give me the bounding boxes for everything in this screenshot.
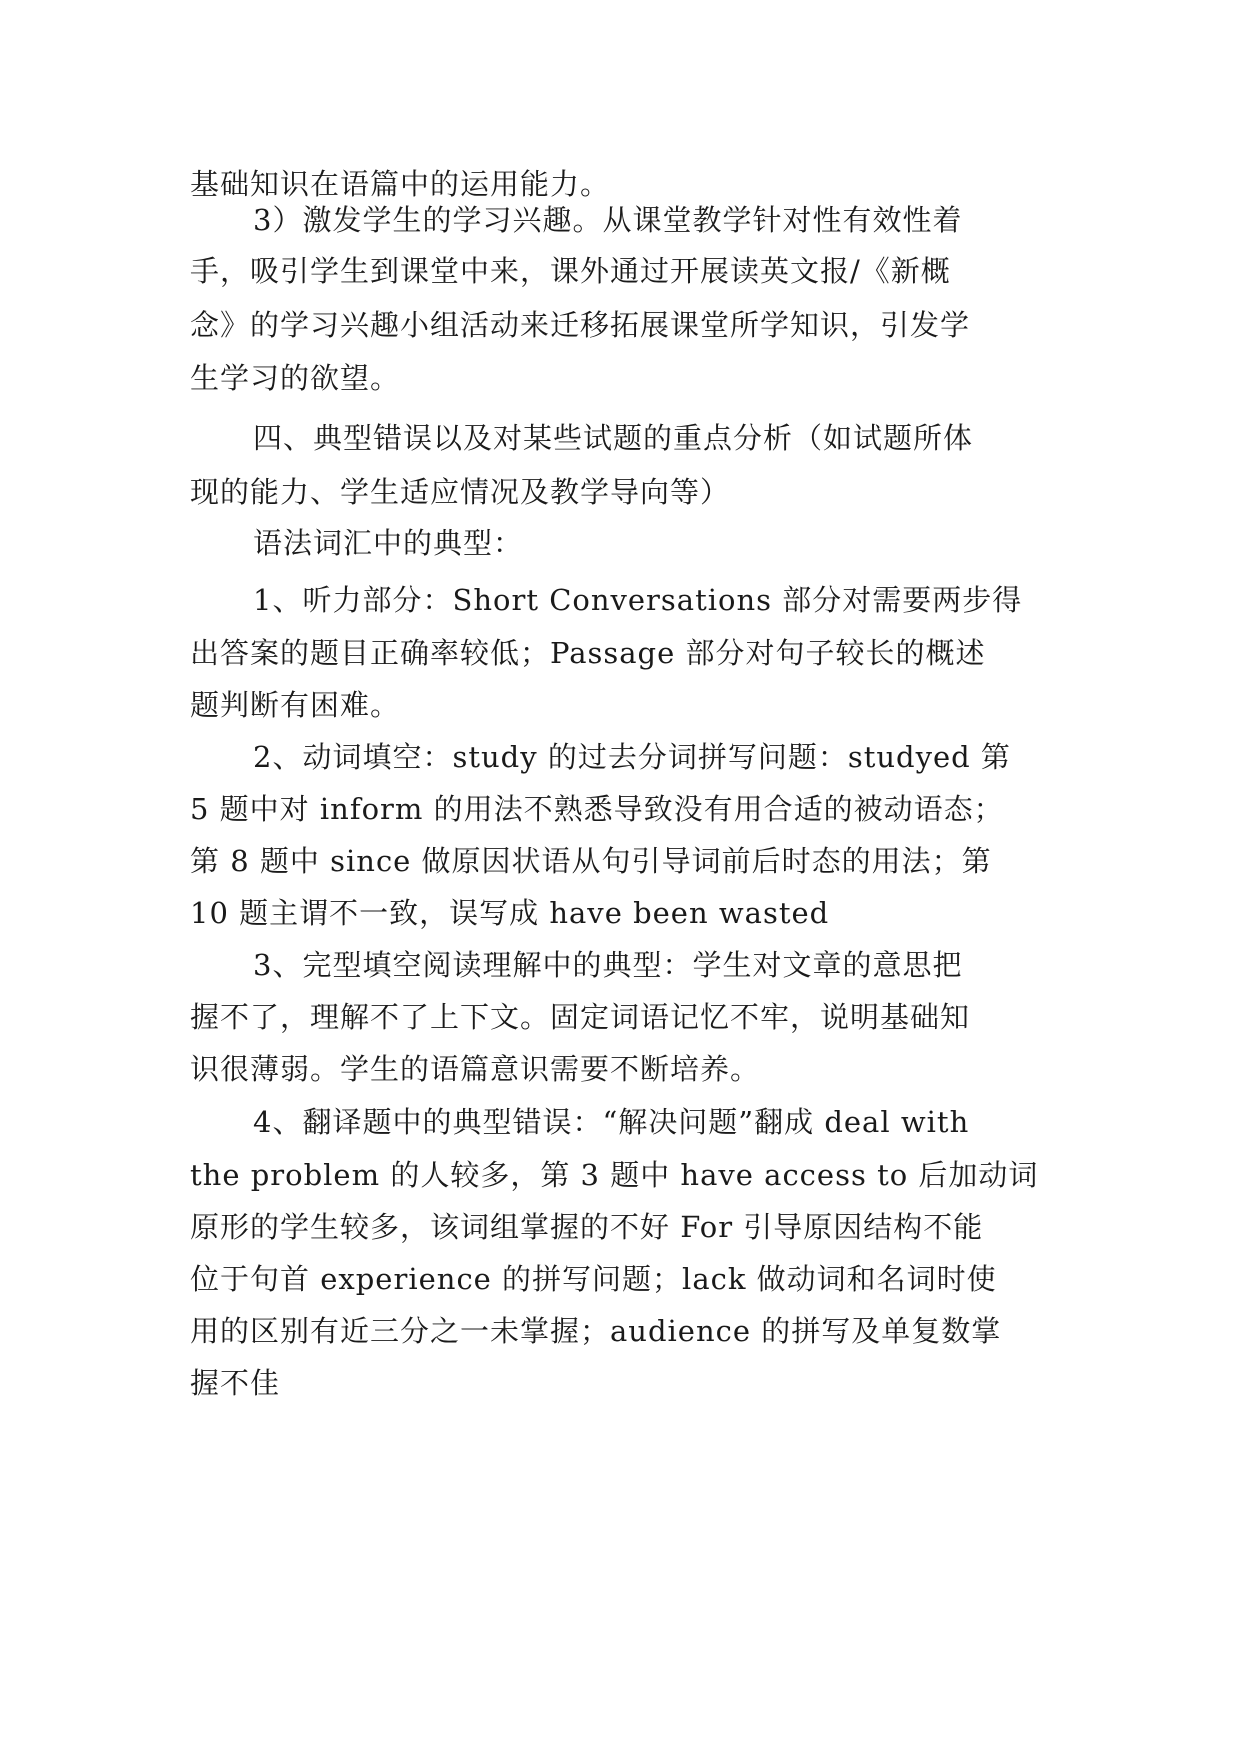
paragraph-line: 生学习的欲望。 [190,361,401,395]
paragraph-line: 握不了，理解不了上下文。固定词语记忆不牢，说明基础知 [190,1000,971,1034]
paragraph-line: 1、听力部分：Short Conversations 部分对需要两步得 [253,583,1023,617]
paragraph-line: 用的区别有近三分之一未掌握；audience 的拼写及单复数掌 [190,1314,1002,1348]
paragraph-line: 手，吸引学生到课堂中来，课外通过开展读英文报/《新概 [190,254,951,288]
section-heading-line: 四、典型错误以及对某些试题的重点分析（如试题所体 [253,421,974,455]
paragraph-line: 10 题主谓不一致，误写成 have been wasted [190,896,830,930]
paragraph-line: 识很薄弱。学生的语篇意识需要不断培养。 [190,1052,761,1086]
paragraph-line: 4、翻译题中的典型错误：“解决问题”翻成 deal with [253,1105,970,1139]
paragraph-line: 基础知识在语篇中的运用能力。 [190,167,611,201]
paragraph-line: 2、动词填空：study 的过去分词拼写问题：studyed 第 [253,740,1011,774]
paragraph-line: 出答案的题目正确率较低；Passage 部分对句子较长的概述 [190,636,986,670]
paragraph-line: 3）激发学生的学习兴趣。从课堂教学针对性有效性着 [253,203,963,237]
paragraph-line: 第 8 题中 since 做原因状语从句引导词前后时态的用法；第 [190,844,992,878]
paragraph-line: 5 题中对 inform 的用法不熟悉导致没有用合适的被动语态； [190,792,1004,826]
paragraph-line: 握不佳 [190,1366,281,1400]
paragraph-line: 念》的学习兴趣小组活动来迁移拓展课堂所学知识，引发学 [190,308,971,342]
paragraph-line: 题判断有困难。 [190,688,401,722]
paragraph-line: 3、完型填空阅读理解中的典型：学生对文章的意思把 [253,948,963,982]
paragraph-line: 位于句首 experience 的拼写问题；lack 做动词和名词时使 [190,1262,997,1296]
section-heading-line: 现的能力、学生适应情况及教学导向等） [190,475,731,509]
paragraph-line: the problem 的人较多，第 3 题中 have access to 后加动词 [190,1158,1039,1192]
paragraph-line: 语法词汇中的典型： [253,526,524,560]
paragraph-line: 原形的学生较多，该词组掌握的不好 For 引导原因结构不能 [190,1210,984,1244]
